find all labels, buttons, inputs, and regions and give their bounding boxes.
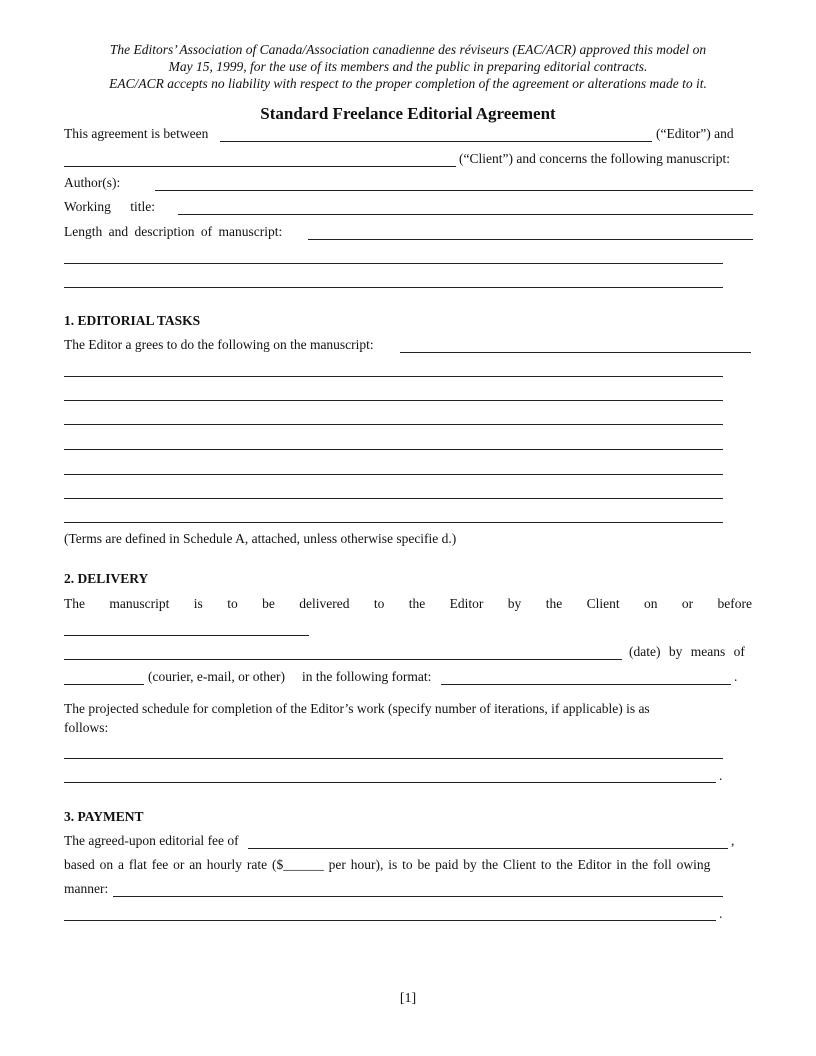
length-description-label: Length and description of manuscript: [64, 224, 283, 239]
editor-label: (“Editor”) and [656, 126, 734, 141]
author-line[interactable] [155, 190, 753, 191]
schedule-line-1: The projected schedule for completion of the Editor’s work (specify number of iterations, if applicable) is as [64, 701, 650, 716]
delivery-word: Client [586, 596, 620, 611]
date-means-label: (date) by means of [629, 644, 745, 659]
manner-line-2[interactable] [64, 920, 716, 921]
delivery-word: or [681, 596, 694, 611]
document-title: Standard Freelance Editorial Agreement [260, 104, 556, 123]
format-label: in the following format: [302, 669, 432, 684]
format-period: . [734, 669, 738, 684]
delivery-sentence [64, 596, 752, 612]
author-label: Author(s): [64, 175, 121, 190]
working-title-label: Working title: [64, 199, 156, 214]
disclaimer-line-1: The Editors’ Association of Canada/Association canadienne des réviseurs (EAC/ACR) approved this model on [109, 42, 707, 57]
delivery-word: Editor [449, 596, 484, 611]
manner-line-1[interactable] [113, 896, 723, 897]
client-label: (“Client”) and concerns the following manuscript: [459, 151, 731, 166]
delivery-word: delivered [299, 596, 350, 611]
section-1-heading: 1. EDITORIAL TASKS [64, 313, 201, 328]
disclaimer-line-3: EAC/ACR accepts no liability with respect to the proper completion of the agreement or alterations made to it. [109, 76, 707, 91]
courier-label: (courier, e-mail, or other) [148, 669, 286, 684]
delivery-word: is [193, 596, 203, 611]
page-number: [1] [399, 991, 417, 1006]
editorial-tasks-line-8[interactable] [64, 522, 723, 523]
editorial-tasks-line-6[interactable] [64, 474, 723, 475]
manner-period: . [719, 906, 723, 921]
delivery-word: be [262, 596, 275, 611]
length-description-line[interactable] [308, 239, 753, 240]
editorial-tasks-line-1[interactable] [400, 352, 751, 353]
delivery-means-line[interactable] [64, 684, 144, 685]
disclaimer-line-2: May 15, 1999, for the use of its members and the public in preparing editorial contracts. [168, 59, 648, 74]
delivery-word: to [373, 596, 385, 611]
editorial-tasks-line-7[interactable] [64, 498, 723, 499]
editorial-tasks-line-2[interactable] [64, 376, 723, 377]
schedule-answer-line-2[interactable] [64, 782, 716, 783]
delivery-word: The [64, 596, 85, 611]
description-line-3[interactable] [64, 287, 723, 288]
working-title-line[interactable] [178, 214, 753, 215]
terms-note: (Terms are defined in Schedule A, attached, unless otherwise specifie d.) [64, 531, 457, 546]
section-2-heading: 2. DELIVERY [64, 571, 149, 586]
delivery-word: the [545, 596, 563, 611]
editor-name-line[interactable] [220, 141, 652, 142]
fee-comma: , [731, 833, 735, 848]
delivery-date-line[interactable] [64, 659, 622, 660]
fee-label: The agreed-upon editorial fee of [64, 833, 239, 848]
schedule-answer-line-1[interactable] [64, 758, 723, 759]
delivery-word: manuscript [109, 596, 170, 611]
delivery-format-line[interactable] [441, 684, 731, 685]
delivery-word: the [408, 596, 426, 611]
section-3-heading: 3. PAYMENT [64, 809, 144, 824]
editorial-tasks-line-3[interactable] [64, 400, 723, 401]
delivery-party-line[interactable] [64, 635, 309, 636]
schedule-period: . [719, 768, 723, 783]
delivery-word: by [507, 596, 522, 611]
editorial-tasks-line-5[interactable] [64, 449, 723, 450]
delivery-word: on [643, 596, 658, 611]
delivery-word: to [227, 596, 238, 611]
manner-label: manner: [64, 881, 109, 896]
editorial-tasks-line-4[interactable] [64, 424, 723, 425]
rate-line: based on a flat fee or an hourly rate ($______ per hour), is to be paid by the Client to the Editor in the foll owing [64, 857, 711, 872]
agreement-between-label: This agreement is between [64, 126, 209, 141]
editorial-tasks-intro: The Editor a grees to do the following on the manuscript: [64, 337, 374, 352]
delivery-word: before [717, 596, 752, 611]
client-name-line[interactable] [64, 166, 456, 167]
description-line-2[interactable] [64, 263, 723, 264]
fee-line[interactable] [248, 848, 728, 849]
schedule-line-2: follows: [64, 720, 109, 735]
